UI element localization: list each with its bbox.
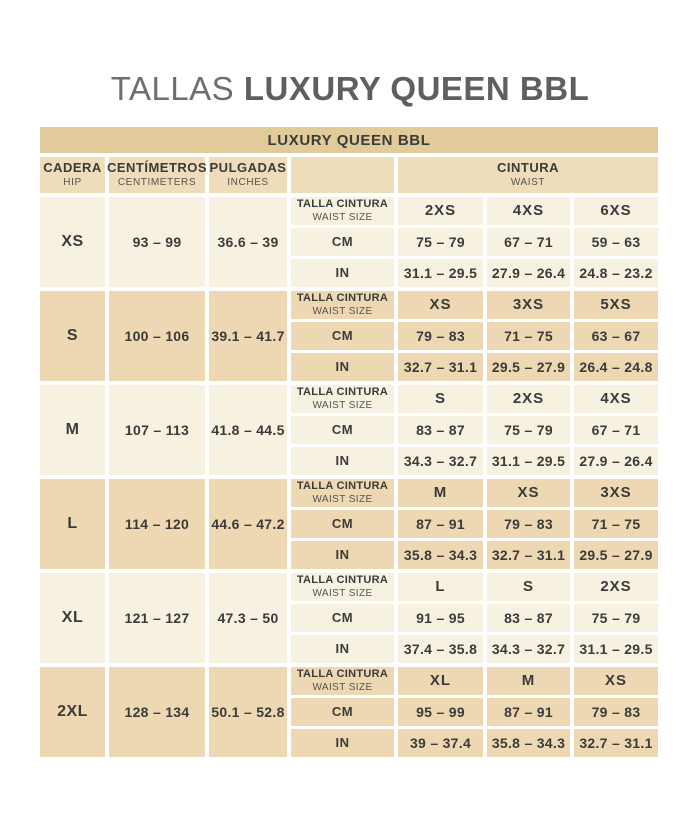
hip-in-range: 36.6 – 39 xyxy=(217,233,279,250)
column-header-row xyxy=(40,157,658,193)
in-row-label xyxy=(291,259,394,287)
waist-in-range: 27.9 – 26.4 xyxy=(491,264,566,281)
size-chart-table xyxy=(40,127,658,757)
col-header-centimetros xyxy=(106,157,208,193)
waist-cm-range-cell xyxy=(398,698,483,726)
waist-size-value-cell xyxy=(487,667,570,695)
waist-in-range: 39 – 37.4 xyxy=(409,734,472,751)
in-row-label xyxy=(291,729,394,757)
hip-in-range: 39.1 – 41.7 xyxy=(211,327,285,344)
cm-row-label xyxy=(291,604,394,632)
size-row-m xyxy=(40,385,658,475)
waist-size-value: XS xyxy=(604,672,627,690)
waist-in-range-cell xyxy=(574,353,658,381)
waist-cm-range: 95 – 99 xyxy=(416,703,465,720)
waist-in-range-cell xyxy=(487,729,570,757)
waist-cm-range-cell xyxy=(574,322,658,350)
waist-size-row-label-main: TALLA CINTURA xyxy=(296,574,389,587)
waist-in-range-cell xyxy=(574,541,658,569)
waist-in-range-cell xyxy=(487,259,570,287)
size-row-l xyxy=(40,479,658,569)
waist-in-range-cell xyxy=(487,353,570,381)
waist-cm-range: 75 – 79 xyxy=(416,233,465,250)
hip-in-range-cell xyxy=(209,197,287,287)
cm-row-label-text: CM xyxy=(331,609,354,625)
waist-size-row-label-sub: WAIST SIZE xyxy=(312,682,373,694)
waist-size-value-cell xyxy=(398,667,483,695)
waist-cm-range: 87 – 91 xyxy=(504,703,553,720)
waist-size-value: XS xyxy=(429,296,452,314)
waist-in-range-cell xyxy=(398,729,483,757)
col-header-cadera xyxy=(40,157,105,193)
hip-cm-range: 114 – 120 xyxy=(124,515,190,532)
in-row-label xyxy=(291,353,394,381)
hip-cm-range-cell xyxy=(109,479,205,569)
page-title-prefix: TALLAS xyxy=(110,70,235,107)
waist-size-value: XS xyxy=(517,484,540,502)
size-label-cell xyxy=(40,385,105,475)
page-title-main: LUXURY QUEEN BBL xyxy=(243,70,590,107)
hip-in-range-cell xyxy=(209,573,287,663)
size-label: M xyxy=(65,420,80,438)
size-label: XS xyxy=(61,232,84,250)
waist-in-range-cell xyxy=(398,447,483,475)
waist-in-range: 31.1 – 29.5 xyxy=(579,640,653,657)
col-header-cadera-label: CADERA xyxy=(43,160,102,176)
cm-row-label-text: CM xyxy=(331,703,354,719)
size-label-cell xyxy=(40,291,105,381)
hip-in-range-cell xyxy=(209,291,287,381)
waist-size-value: M xyxy=(433,484,448,502)
waist-cm-range: 63 – 67 xyxy=(591,327,641,344)
waist-cm-range-cell xyxy=(398,416,483,444)
waist-size-value: S xyxy=(434,390,446,408)
waist-in-range: 34.3 – 32.7 xyxy=(403,452,478,469)
col-header-cintura-sublabel: WAIST xyxy=(510,177,546,189)
waist-size-value-cell xyxy=(487,479,570,507)
waist-cm-range: 75 – 79 xyxy=(591,609,641,626)
waist-cm-range-cell xyxy=(487,510,570,538)
waist-in-range: 34.3 – 32.7 xyxy=(491,640,566,657)
waist-cm-range-cell xyxy=(487,604,570,632)
waist-in-range-cell xyxy=(487,635,570,663)
waist-in-range: 31.1 – 29.5 xyxy=(403,264,478,281)
waist-size-row-label-sub: WAIST SIZE xyxy=(312,494,373,506)
waist-cm-range-cell xyxy=(574,228,658,256)
waist-cm-range: 71 – 75 xyxy=(504,327,553,344)
waist-cm-range: 59 – 63 xyxy=(591,233,641,250)
size-label-cell xyxy=(40,197,105,287)
waist-size-value: 4XS xyxy=(512,202,545,220)
waist-cm-range: 67 – 71 xyxy=(591,421,641,438)
hip-in-range: 50.1 – 52.8 xyxy=(211,703,285,720)
waist-in-range: 29.5 – 27.9 xyxy=(491,358,566,375)
in-row-label-text: IN xyxy=(335,358,350,374)
hip-cm-range: 93 – 99 xyxy=(132,233,182,250)
waist-size-value-cell xyxy=(574,667,658,695)
hip-cm-range: 128 – 134 xyxy=(124,703,190,720)
waist-size-value: L xyxy=(435,578,446,596)
waist-size-row-label xyxy=(291,573,394,601)
waist-size-value: XL xyxy=(429,672,452,690)
cm-row-label xyxy=(291,416,394,444)
waist-in-range-cell xyxy=(398,541,483,569)
waist-in-range-cell xyxy=(574,729,658,757)
waist-size-value: 4XS xyxy=(600,390,632,408)
waist-size-value: S xyxy=(522,578,534,596)
in-row-label xyxy=(291,447,394,475)
waist-in-range-cell xyxy=(574,635,658,663)
waist-size-row-label-sub: WAIST SIZE xyxy=(312,400,373,412)
waist-cm-range-cell xyxy=(398,322,483,350)
waist-size-row-label-sub: WAIST SIZE xyxy=(312,588,373,600)
waist-in-range: 32.7 – 31.1 xyxy=(491,546,566,563)
waist-cm-range-cell xyxy=(574,416,658,444)
waist-size-row-label-sub: WAIST SIZE xyxy=(312,306,373,318)
col-header-cintura-label: CINTURA xyxy=(497,160,559,176)
col-header-spacer-cell xyxy=(291,157,394,193)
waist-cm-range: 79 – 83 xyxy=(416,327,465,344)
waist-in-range: 32.7 – 31.1 xyxy=(403,358,478,375)
waist-cm-range-cell xyxy=(398,510,483,538)
hip-cm-range-cell xyxy=(109,573,205,663)
waist-size-row-label xyxy=(291,479,394,507)
waist-size-value-cell xyxy=(487,291,570,319)
waist-size-value-cell xyxy=(574,291,658,319)
col-header-pulgadas-label: PULGADAS xyxy=(209,160,287,176)
hip-cm-range: 121 – 127 xyxy=(124,609,190,626)
in-row-label-text: IN xyxy=(335,734,350,750)
hip-cm-range: 100 – 106 xyxy=(124,327,190,344)
waist-cm-range: 87 – 91 xyxy=(416,515,465,532)
cm-row-label-text: CM xyxy=(331,421,354,437)
in-row-label-text: IN xyxy=(335,264,350,280)
waist-cm-range-cell xyxy=(487,322,570,350)
waist-in-range-cell xyxy=(398,353,483,381)
waist-cm-range-cell xyxy=(487,228,570,256)
hip-in-range-cell xyxy=(209,667,287,757)
waist-size-value-cell xyxy=(398,197,483,225)
waist-size-value-cell xyxy=(398,291,483,319)
waist-cm-range-cell xyxy=(574,510,658,538)
waist-size-value: 6XS xyxy=(600,202,632,220)
cm-row-label-text: CM xyxy=(331,233,354,249)
cm-row-label xyxy=(291,322,394,350)
waist-cm-range: 91 – 95 xyxy=(416,609,465,626)
waist-in-range: 32.7 – 31.1 xyxy=(579,734,653,751)
waist-size-row-label xyxy=(291,197,394,225)
waist-size-value: 2XS xyxy=(512,390,545,408)
waist-size-value-cell xyxy=(574,479,658,507)
waist-cm-range: 75 – 79 xyxy=(504,421,553,438)
waist-size-row-label xyxy=(291,385,394,413)
in-row-label xyxy=(291,635,394,663)
waist-in-range-cell xyxy=(487,447,570,475)
waist-in-range-cell xyxy=(487,541,570,569)
hip-in-range: 41.8 – 44.5 xyxy=(211,421,285,438)
waist-cm-range: 83 – 87 xyxy=(416,421,465,438)
in-row-label-text: IN xyxy=(335,546,350,562)
waist-size-row-label-main: TALLA CINTURA xyxy=(296,198,389,211)
waist-size-value-cell xyxy=(398,479,483,507)
waist-size-row-label-main: TALLA CINTURA xyxy=(296,386,389,399)
col-header-centimetros-label: CENTÍMETROS xyxy=(106,160,208,176)
cm-row-label xyxy=(291,698,394,726)
size-row-s xyxy=(40,291,658,381)
hip-cm-range-cell xyxy=(109,385,205,475)
waist-in-range: 26.4 – 24.8 xyxy=(579,358,653,375)
waist-size-value: 2XS xyxy=(600,578,632,596)
cm-row-label-text: CM xyxy=(331,327,354,343)
waist-in-range-cell xyxy=(574,447,658,475)
waist-in-range: 35.8 – 34.3 xyxy=(403,546,478,563)
col-header-pulgadas xyxy=(209,157,287,193)
in-row-label-text: IN xyxy=(335,452,350,468)
waist-size-row-label-sub: WAIST SIZE xyxy=(312,212,373,224)
size-label-cell xyxy=(40,573,105,663)
waist-size-value: 3XS xyxy=(512,296,545,314)
waist-size-row-label-main: TALLA CINTURA xyxy=(296,480,389,493)
waist-size-value: 2XS xyxy=(424,202,457,220)
waist-in-range: 35.8 – 34.3 xyxy=(491,734,566,751)
waist-size-value-cell xyxy=(574,385,658,413)
waist-cm-range-cell xyxy=(574,604,658,632)
waist-cm-range-cell xyxy=(398,604,483,632)
col-header-cadera-sublabel: HIP xyxy=(63,177,82,189)
waist-size-value: 3XS xyxy=(600,484,632,502)
size-label-cell xyxy=(40,667,105,757)
size-row-xs xyxy=(40,197,658,287)
hip-cm-range: 107 – 113 xyxy=(124,421,190,438)
size-label: 2XL xyxy=(57,702,88,720)
in-row-label xyxy=(291,541,394,569)
waist-cm-range: 79 – 83 xyxy=(591,703,641,720)
waist-cm-range-cell xyxy=(574,698,658,726)
waist-size-row-label xyxy=(291,667,394,695)
hip-in-range-cell xyxy=(209,479,287,569)
page-title xyxy=(0,70,700,108)
hip-cm-range-cell xyxy=(109,197,205,287)
hip-in-range: 44.6 – 47.2 xyxy=(211,515,285,532)
waist-cm-range-cell xyxy=(398,228,483,256)
size-label: S xyxy=(66,326,79,344)
cm-row-label xyxy=(291,510,394,538)
waist-cm-range: 83 – 87 xyxy=(504,609,553,626)
table-title-band xyxy=(40,127,658,153)
size-label-cell xyxy=(40,479,105,569)
waist-size-value-cell xyxy=(487,385,570,413)
hip-cm-range-cell xyxy=(109,291,205,381)
waist-size-row-label-main: TALLA CINTURA xyxy=(296,668,389,681)
in-row-label-text: IN xyxy=(335,640,350,656)
table-title: LUXURY QUEEN BBL xyxy=(267,131,431,149)
waist-size-value: M xyxy=(521,672,536,690)
waist-in-range: 37.4 – 35.8 xyxy=(403,640,478,657)
waist-cm-range-cell xyxy=(487,698,570,726)
size-row-xl xyxy=(40,573,658,663)
waist-size-value-cell xyxy=(398,573,483,601)
waist-size-value-cell xyxy=(487,197,570,225)
waist-in-range: 27.9 – 26.4 xyxy=(579,452,653,469)
waist-in-range: 29.5 – 27.9 xyxy=(579,546,653,563)
waist-size-value-cell xyxy=(574,573,658,601)
col-header-cintura xyxy=(398,157,658,193)
col-header-centimetros-sublabel: CENTIMETERS xyxy=(117,177,197,189)
waist-cm-range-cell xyxy=(487,416,570,444)
waist-in-range-cell xyxy=(398,635,483,663)
waist-cm-range: 67 – 71 xyxy=(504,233,553,250)
waist-size-value-cell xyxy=(487,573,570,601)
waist-in-range-cell xyxy=(574,259,658,287)
size-label: XL xyxy=(61,608,84,626)
col-header-pulgadas-sublabel: INCHES xyxy=(227,177,269,189)
waist-size-value: 5XS xyxy=(600,296,632,314)
waist-size-row-label xyxy=(291,291,394,319)
waist-cm-range: 79 – 83 xyxy=(504,515,553,532)
size-label: L xyxy=(67,514,78,532)
waist-size-value-cell xyxy=(398,385,483,413)
hip-in-range: 47.3 – 50 xyxy=(217,609,279,626)
waist-in-range: 24.8 – 23.2 xyxy=(579,264,653,281)
cm-row-label xyxy=(291,228,394,256)
cm-row-label-text: CM xyxy=(331,515,354,531)
waist-cm-range: 71 – 75 xyxy=(591,515,641,532)
waist-size-value-cell xyxy=(574,197,658,225)
waist-in-range-cell xyxy=(398,259,483,287)
size-row-2xl xyxy=(40,667,658,757)
waist-in-range: 31.1 – 29.5 xyxy=(491,452,566,469)
hip-cm-range-cell xyxy=(109,667,205,757)
waist-size-row-label-main: TALLA CINTURA xyxy=(296,292,389,305)
hip-in-range-cell xyxy=(209,385,287,475)
